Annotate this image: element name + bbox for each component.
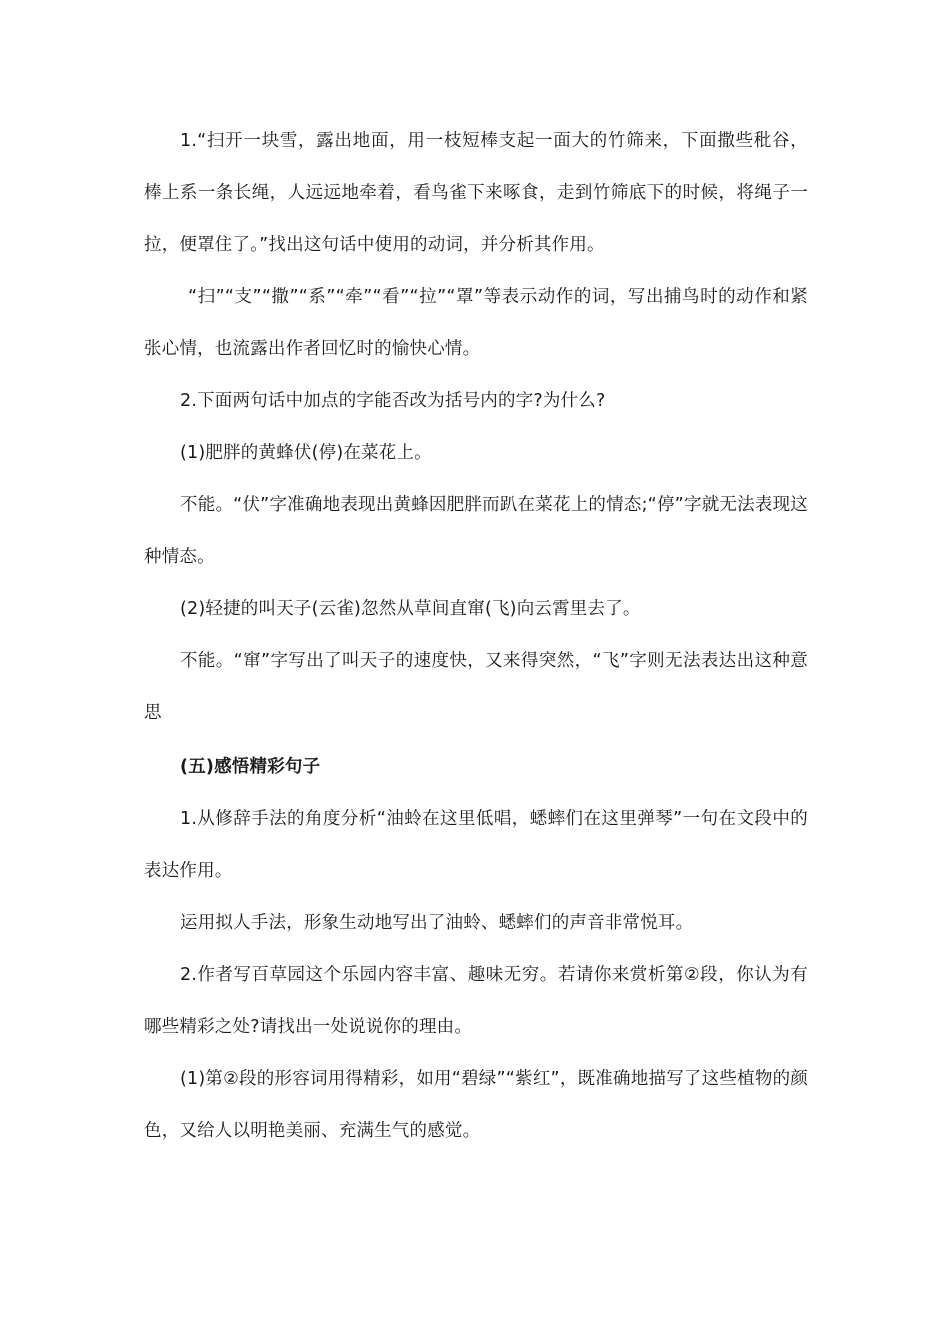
section-question-1: 1.从修辞手法的角度分析“油蛉在这里低唱，蟋蟀们在这里弹琴”一句在文段中的表达作用。 xyxy=(144,809,808,881)
question-2: 2.下面两句话中加点的字能否改为括号内的字?为什么? xyxy=(180,391,606,411)
answer-2-item-2: 不能。“窜”字写出了叫天子的速度快，又来得突然，“飞”字则无法表达出这种意思 xyxy=(144,651,808,723)
question-1: 1.“扫开一块雪，露出地面，用一枝短棒支起一面大的竹筛来，下面撒些秕谷，棒上系一条长绳，人远远地牵着，看鸟雀下来啄食，走到竹筛底下的时候，将绳子一拉，便罩住了。”找出这句话中使用的动词，并分析其作用。 xyxy=(144,131,808,255)
section-heading: (五)感悟精彩句子 xyxy=(180,757,321,777)
answer-1: “扫”“支”“撒”“系”“牵”“看”“拉”“罩”等表示动作的词，写出捕鸟时的动作和紧张心情，也流露出作者回忆时的愉快心情。 xyxy=(144,287,808,359)
answer-2-item-1: 不能。“伏”字准确地表现出黄蜂因肥胖而趴在菜花上的情态;“停”字就无法表现这种情态。 xyxy=(144,495,808,567)
question-2-item-2: (2)轻捷的叫天子(云雀)忽然从草间直窜(飞)向云霄里去了。 xyxy=(180,599,641,619)
section-answer-2: (1)第②段的形容词用得精彩，如用“碧绿”“紫红”，既准确地描写了这些植物的颜色，又给人以明艳美丽、充满生气的感觉。 xyxy=(144,1069,808,1141)
document-body xyxy=(144,115,808,1157)
section-answer-1: 运用拟人手法，形象生动地写出了油蛉、蟋蟀们的声音非常悦耳。 xyxy=(180,913,694,933)
question-2-item-1: (1)肥胖的黄蜂伏(停)在菜花上。 xyxy=(180,443,432,463)
section-question-2: 2.作者写百草园这个乐园内容丰富、趣味无穷。若请你来赏析第②段，你认为有哪些精彩之处?请找出一处说说你的理由。 xyxy=(144,965,808,1037)
